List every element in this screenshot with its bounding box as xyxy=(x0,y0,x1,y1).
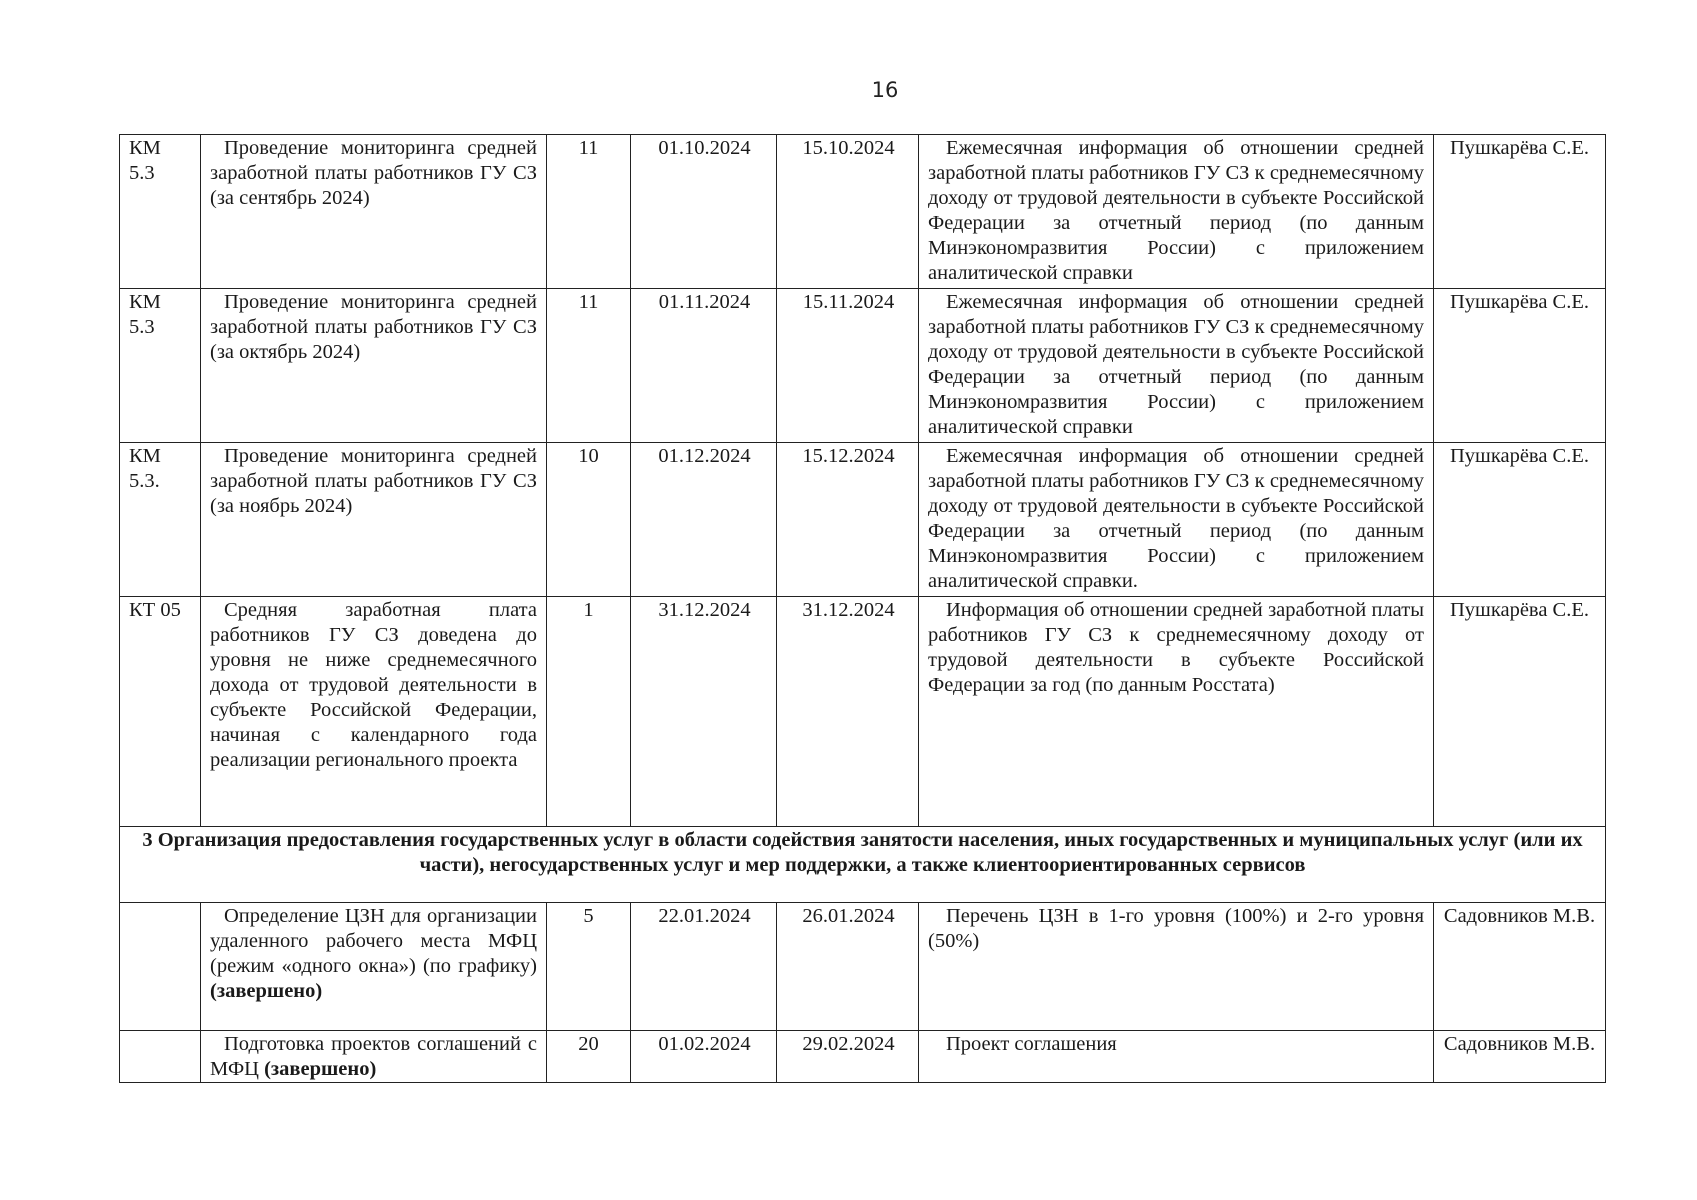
activity-result: Ежемесячная информация об отношении средней заработной платы работников ГУ СЗ к среднемесячному доходу от трудовой деятельности в субъекте Российской Федерации за отчетный период (по данным Минэкономразвития России) с приложением аналитической справки xyxy=(919,135,1434,289)
activity-name-text: Проведение мониторинга средней заработной платы работников ГУ СЗ (за сентябрь 2024) xyxy=(210,137,537,209)
activity-code: КТ 05 xyxy=(120,597,201,827)
activity-name-text: Проведение мониторинга средней заработной платы работников ГУ СЗ (за октябрь 2024) xyxy=(210,291,537,363)
activity-name xyxy=(201,1031,547,1083)
table-row xyxy=(120,1031,1606,1083)
start-date: 01.10.2024 xyxy=(631,135,777,289)
activity-name-text: Проведение мониторинга средней заработной платы работников ГУ СЗ (за ноябрь 2024) xyxy=(210,445,537,517)
activity-name xyxy=(201,135,547,289)
activity-name-text: Средняя заработная плата работников ГУ СЗ доведена до уровня не ниже среднемесячного дохода от трудовой деятельности в субъекте Российской Федерации, начиная с календарного года реализации регионального проекта xyxy=(210,599,537,771)
activity-code: КМ 5.3 xyxy=(120,289,201,443)
end-date: 15.12.2024 xyxy=(777,443,919,597)
activity-result: Информация об отношении средней заработной платы работников ГУ СЗ к среднемесячному доходу от трудовой деятельности в субъекте Российской Федерации за год (по данным Росстата) xyxy=(919,597,1434,827)
end-date: 15.11.2024 xyxy=(777,289,919,443)
status-completed: (завершено) xyxy=(264,1058,377,1080)
activity-quantity: 10 xyxy=(547,443,631,597)
start-date: 01.11.2024 xyxy=(631,289,777,443)
activity-quantity: 20 xyxy=(547,1031,631,1083)
section-header-row xyxy=(120,827,1606,903)
activity-code: КМ 5.3. xyxy=(120,443,201,597)
activity-name-text: Подготовка проектов соглашений с МФЦ xyxy=(210,1033,537,1080)
activity-code: КМ 5.3 xyxy=(120,135,201,289)
activity-quantity: 5 xyxy=(547,903,631,1031)
activity-code xyxy=(120,1031,201,1083)
end-date: 15.10.2024 xyxy=(777,135,919,289)
page-number: 16 xyxy=(871,78,899,102)
table-row xyxy=(120,135,1606,289)
responsible-person: Садовников М.В. xyxy=(1434,903,1606,1031)
activity-name-text: Определение ЦЗН для организации удаленного рабочего места МФЦ (режим «одного окна») (по графику) xyxy=(210,905,537,977)
start-date: 01.02.2024 xyxy=(631,1031,777,1083)
table-row xyxy=(120,903,1606,1031)
responsible-person: Пушкарёва С.Е. xyxy=(1434,135,1606,289)
responsible-person: Пушкарёва С.Е. xyxy=(1434,443,1606,597)
activity-name xyxy=(201,289,547,443)
activity-code xyxy=(120,903,201,1031)
section-title: 3 Организация предоставления государственных услуг в области содействия занятости населения, иных государственных и муниципальных услуг (или их части), негосударственных услуг и мер поддержки, а также клиентоориентированных сервисов xyxy=(120,827,1606,903)
activity-quantity: 11 xyxy=(547,135,631,289)
activity-result: Перечень ЦЗН в 1-го уровня (100%) и 2-го уровня (50%) xyxy=(919,903,1434,1031)
responsible-person: Пушкарёва С.Е. xyxy=(1434,597,1606,827)
activity-name xyxy=(201,597,547,827)
status-completed: (завершено) xyxy=(210,980,323,1002)
activity-result: Ежемесячная информация об отношении средней заработной платы работников ГУ СЗ к среднемесячному доходу от трудовой деятельности в субъекте Российской Федерации за отчетный период (по данным Минэкономразвития России) с приложением аналитической справки. xyxy=(919,443,1434,597)
table-row xyxy=(120,289,1606,443)
table-row xyxy=(120,597,1606,827)
activity-name xyxy=(201,443,547,597)
start-date: 01.12.2024 xyxy=(631,443,777,597)
activity-name xyxy=(201,903,547,1031)
activity-result: Проект соглашения xyxy=(919,1031,1434,1083)
responsible-person: Садовников М.В. xyxy=(1434,1031,1606,1083)
activity-result: Ежемесячная информация об отношении средней заработной платы работников ГУ СЗ к среднемесячному доходу от трудовой деятельности в субъекте Российской Федерации за отчетный период (по данным Минэкономразвития России) с приложением аналитической справки xyxy=(919,289,1434,443)
activity-quantity: 11 xyxy=(547,289,631,443)
end-date: 31.12.2024 xyxy=(777,597,919,827)
plan-table xyxy=(119,134,1606,1083)
start-date: 31.12.2024 xyxy=(631,597,777,827)
end-date: 29.02.2024 xyxy=(777,1031,919,1083)
activity-quantity: 1 xyxy=(547,597,631,827)
responsible-person: Пушкарёва С.Е. xyxy=(1434,289,1606,443)
table-row xyxy=(120,443,1606,597)
start-date: 22.01.2024 xyxy=(631,903,777,1031)
end-date: 26.01.2024 xyxy=(777,903,919,1031)
